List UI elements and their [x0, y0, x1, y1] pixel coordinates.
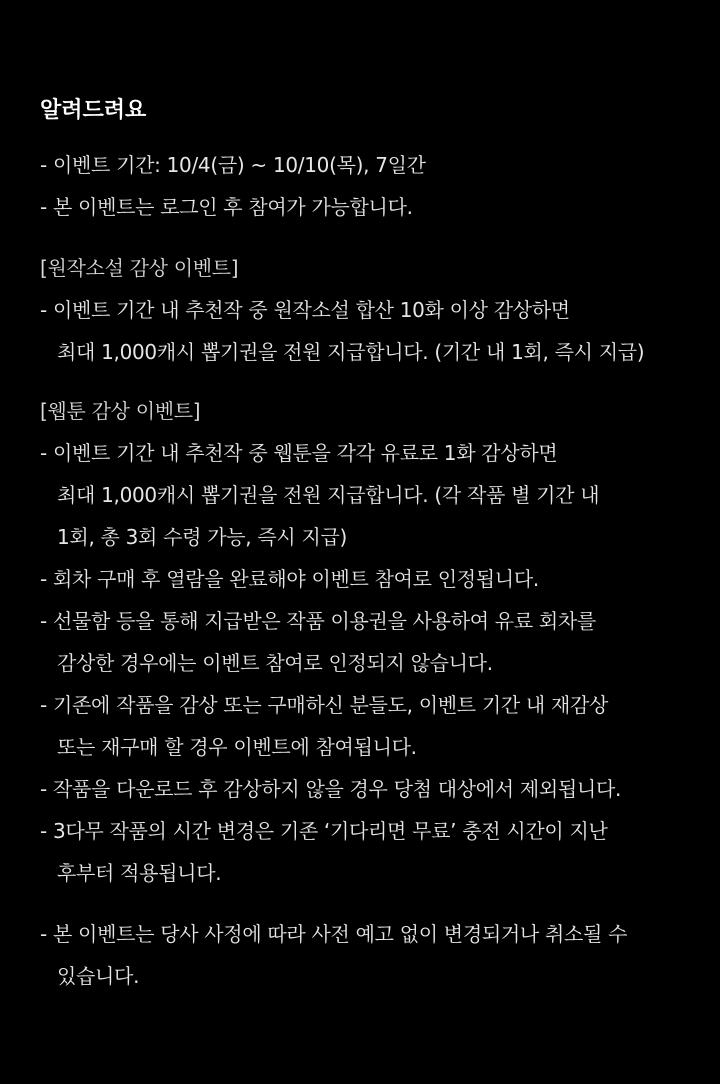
rule-wait-free-text-cont: 후부터 적용됩니다. [57, 861, 222, 885]
rule-purchase-view-text: - 회차 구매 후 열람을 완료해야 이벤트 참여로 인정됩니다. [40, 567, 539, 591]
change-cancel-notice-text: - 본 이벤트는 당사 사정에 따라 사전 예고 없이 변경되거나 취소될 수 [40, 922, 628, 946]
login-required-text: - 본 이벤트는 로그인 후 참여가 가능합니다. [40, 195, 413, 219]
rule-gift-ticket-text-cont: 감상한 경우에는 이벤트 참여로 인정되지 않습니다. [57, 651, 493, 675]
webtoon-event-reward-text: 최대 1,000캐시 뽑기권을 전원 지급합니다. (각 작품 별 기간 내 [57, 483, 600, 507]
notice-title: 알려드려요 [40, 98, 147, 123]
change-cancel-notice-text-cont: 있습니다. [57, 964, 140, 988]
novel-event-condition-text: - 이벤트 기간 내 추천작 중 원작소설 합산 10화 이상 감상하면 [40, 298, 570, 322]
novel-event-reward-text: 최대 1,000캐시 뽑기권을 전원 지급합니다. (기간 내 1회, 즉시 지급) [57, 340, 645, 364]
rule-rewatch-text: - 기존에 작품을 감상 또는 구매하신 분들도, 이벤트 기간 내 재감상 [40, 693, 609, 717]
webtoon-event-condition-text: - 이벤트 기간 내 추천작 중 웹툰을 각각 유료로 1화 감상하면 [40, 441, 558, 465]
webtoon-event-reward-text-cont: 1회, 총 3회 수령 가능, 즉시 지급) [57, 525, 348, 549]
event-period-text: - 이벤트 기간: 10/4(금) ~ 10/10(목), 7일간 [40, 153, 426, 177]
novel-event-heading: [원작소설 감상 이벤트] [40, 256, 239, 280]
rule-download-text: - 작품을 다운로드 후 감상하지 않을 경우 당첨 대상에서 제외됩니다. [40, 777, 622, 801]
rule-wait-free-text: - 3다무 작품의 시간 변경은 기존 ‘기다리면 무료’ 충전 시간이 지난 [40, 819, 608, 843]
webtoon-event-heading: [웹툰 감상 이벤트] [40, 399, 201, 423]
rule-gift-ticket-text: - 선물함 등을 통해 지급받은 작품 이용권을 사용하여 유료 회차를 [40, 609, 596, 633]
rule-rewatch-text-cont: 또는 재구매 할 경우 이벤트에 참여됩니다. [57, 735, 417, 759]
